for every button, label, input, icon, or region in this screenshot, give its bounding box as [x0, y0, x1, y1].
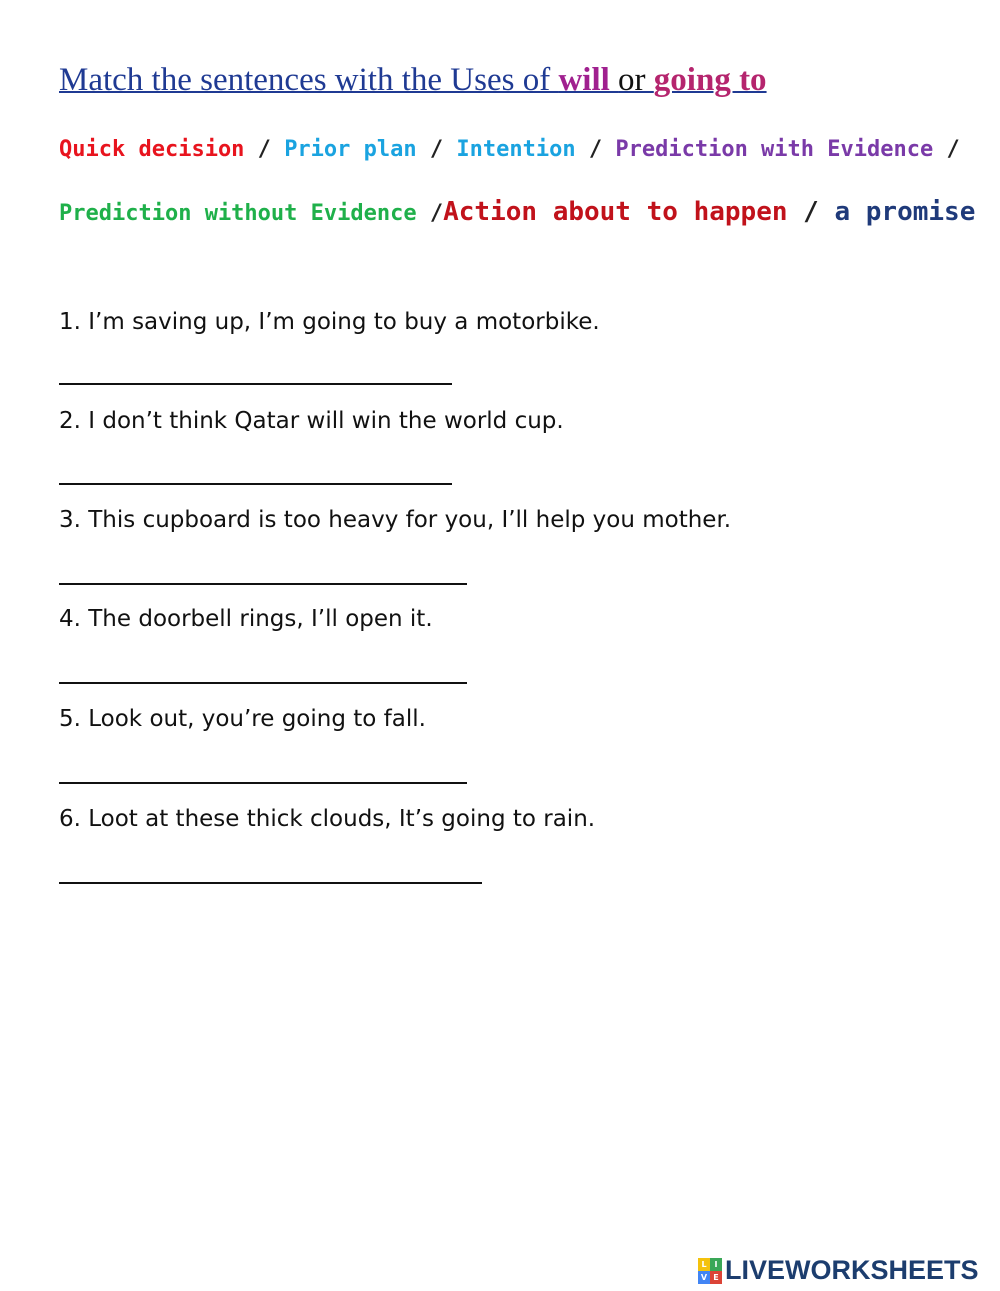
liveworksheets-logo: [698, 1255, 979, 1286]
question-3: 3. This cupboard is too heavy for you, I’ll help you mother.: [59, 507, 732, 533]
question-4: 4. The doorbell rings, I’ll open it.: [59, 606, 433, 632]
title-going-to: going to: [653, 62, 767, 98]
use-action-about-to-happen: Action about to happen: [443, 197, 788, 227]
separator: /: [416, 201, 444, 226]
use-prediction-with-evidence: Prediction with Evidence: [615, 137, 934, 162]
logo-mark-letter: V: [698, 1271, 710, 1284]
question-1: 1. I’m saving up, I’m going to buy a motorbike.: [59, 309, 600, 335]
title-or: or: [618, 62, 654, 98]
separator: /: [787, 197, 835, 227]
logo-text: LIVEWORKSHEETS: [725, 1255, 979, 1285]
answer-field-5[interactable]: [59, 782, 467, 784]
use-intention: Intention: [456, 137, 576, 162]
question-5: 5. Look out, you’re going to fall.: [59, 706, 426, 732]
use-a-promise: a promise: [834, 197, 976, 227]
uses-list-line-2: [59, 197, 975, 227]
logo-mark-letter: E: [710, 1271, 722, 1284]
separator: /: [933, 137, 960, 162]
title-prefix: Match the sentences with the Uses of: [59, 62, 559, 98]
worksheet-title: [59, 60, 767, 100]
separator: /: [575, 137, 616, 162]
answer-field-1[interactable]: [59, 383, 452, 385]
liveworksheets-logo-icon: [698, 1258, 722, 1284]
use-quick-decision: Quick decision: [59, 137, 245, 162]
answer-field-4[interactable]: [59, 682, 467, 684]
answer-field-2[interactable]: [59, 483, 452, 485]
question-6: 6. Loot at these thick clouds, It’s going to rain.: [59, 806, 596, 832]
uses-list-line-1: [59, 137, 960, 162]
question-2: 2. I don’t think Qatar will win the world cup.: [59, 408, 564, 434]
separator: /: [416, 137, 457, 162]
use-prior-plan: Prior plan: [284, 137, 417, 162]
separator: /: [244, 137, 285, 162]
logo-mark-letter: L: [698, 1258, 710, 1271]
title-will: will: [558, 62, 619, 98]
logo-mark-letter: I: [710, 1258, 722, 1271]
answer-field-3[interactable]: [59, 583, 467, 585]
use-prediction-without-evidence: Prediction without Evidence: [59, 201, 417, 226]
answer-field-6[interactable]: [59, 882, 482, 884]
